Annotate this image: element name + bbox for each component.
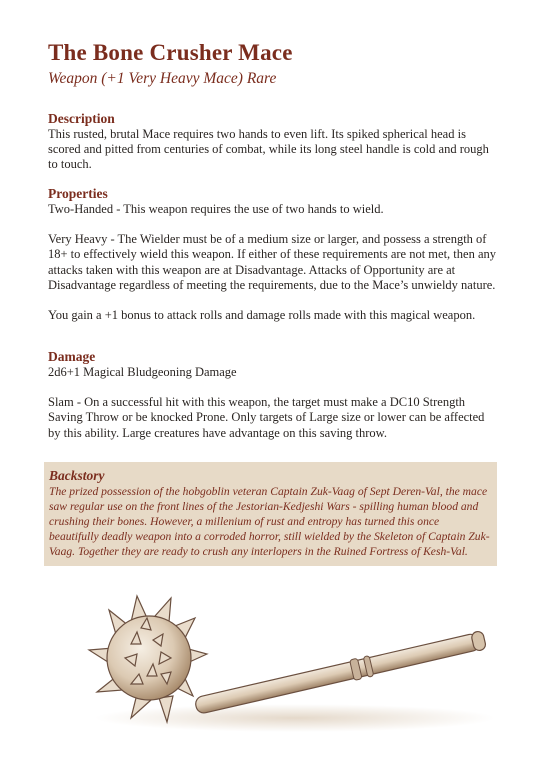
description-section — [48, 111, 498, 173]
properties-heading: Properties — [48, 186, 108, 201]
property-bonus: You gain a +1 bonus to attack rolls and damage rolls made with this magical weapon. — [48, 308, 476, 323]
damage-section — [48, 349, 498, 441]
backstory-heading: Backstory — [49, 468, 105, 483]
item-subtitle: Weapon (+1 Very Heavy Mace) Rare — [48, 70, 277, 87]
item-title: The Bone Crusher Mace — [48, 40, 293, 65]
mace-illustration — [75, 588, 515, 738]
description-text: This rusted, brutal Mace requires two hands to even lift. Its spiked spherical head is scored and pitted from centuries of combat, while its long steel handle is cold and rough to touch. — [48, 127, 489, 172]
properties-section — [48, 186, 498, 323]
damage-heading: Damage — [48, 349, 96, 364]
mace-head — [89, 596, 207, 722]
backstory-text: The prized possession of the hobgoblin veteran Captain Zuk-Vaag of Sept Deren-Val, the mace saw regular use on the front lines of the Jestorian-Kedjeshi Wars - spilling human blood and crushing their bones. However, a millenium of rust and entropy has turned this once beautifully deadly weapon into a corroded horror, still wielded by the Skeleton of Captain Zuk-Vaag. Together they are ready to crush any interlopers in the Ruined Fortress of Kesh-Val. — [49, 485, 490, 559]
property-very-heavy: Very Heavy - The Wielder must be of a medium size or larger, and possess a strength of 18+ to effectively wield this weapon. If either of these requirements are not met, then any attacks taken with this weapon are at Disadvantage. Attacks of Opportunity are at Disadvantage regardless of meeting the requirements, due to the Mace’s unwieldy nature. — [48, 232, 496, 292]
description-heading: Description — [48, 111, 115, 126]
damage-slam: Slam - On a successful hit with this weapon, the target must make a DC10 Strength Saving Throw or be knocked Prone. Only targets of Large size or lower can be affected by this ability. Large creatures have advantage on this saving throw. — [48, 395, 485, 440]
mace-shadow — [95, 704, 495, 732]
backstory-box — [44, 462, 497, 566]
damage-dice: 2d6+1 Magical Bludgeoning Damage — [48, 365, 237, 379]
mace-handle — [194, 629, 487, 716]
property-two-handed: Two-Handed - This weapon requires the use of two hands to wield. — [48, 202, 384, 216]
